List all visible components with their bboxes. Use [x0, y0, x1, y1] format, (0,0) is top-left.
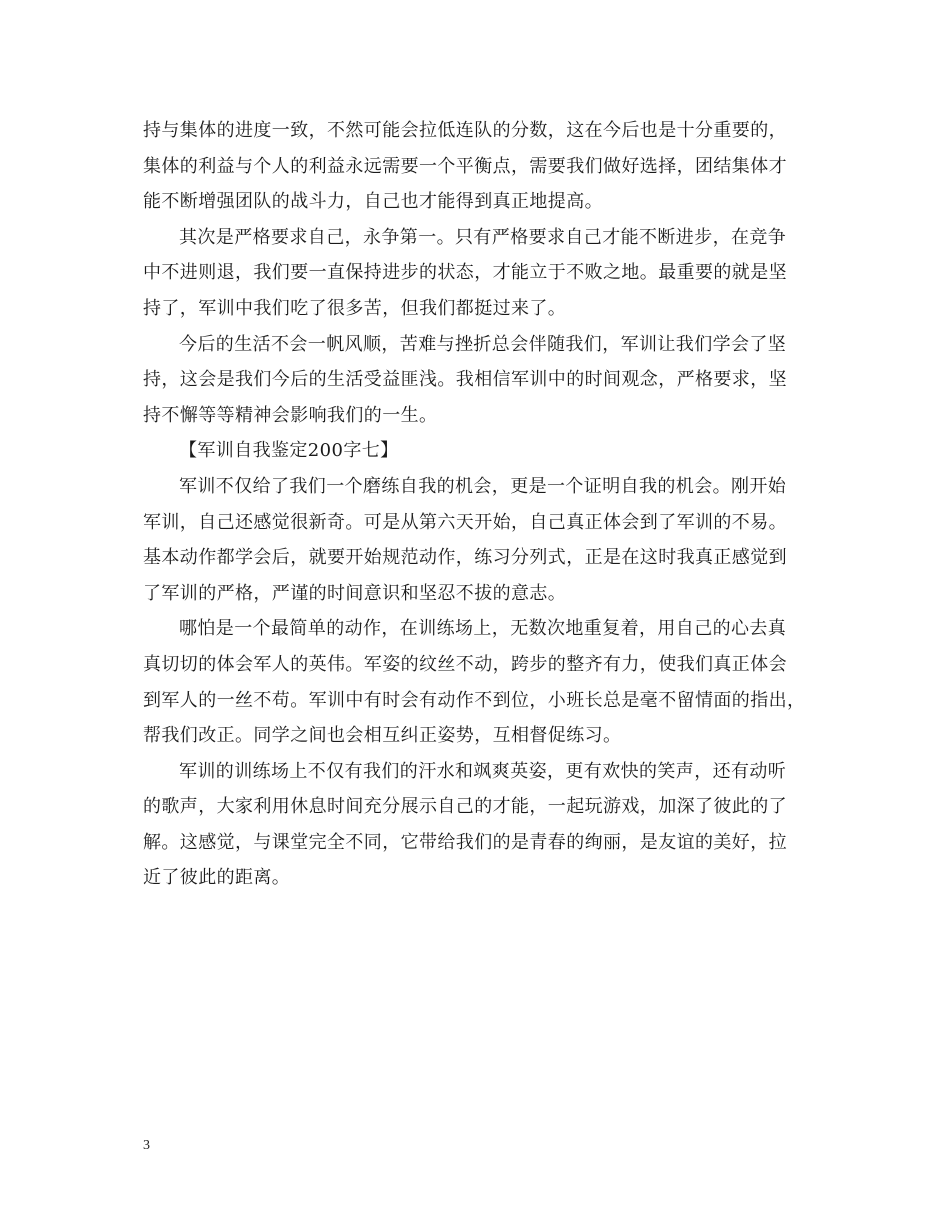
text-line: 持与集体的进度一致，不然可能会拉低连队的分数，这在今后也是十分重要的， [143, 120, 787, 141]
text-line: 军训的训练场上不仅有我们的汗水和飒爽英姿，更有欢快的笑声，还有动听 [179, 760, 787, 782]
text-line: 能不断增强团队的战斗力，自己也才能得到真正地提高。 [143, 191, 603, 213]
text-line: 持，这会是我们今后的生活受益匪浅。我相信军训中的时间观念，严格要求，坚 [143, 369, 787, 391]
text-line: 集体的利益与个人的利益永远需要一个平衡点，需要我们做好选择，团结集体才 [143, 155, 787, 177]
text-line: 今后的生活不会一帆风顺，苦难与挫折总会伴随我们，军训让我们学会了坚 [179, 333, 787, 355]
document-body [143, 113, 823, 896]
text-line: 【军训自我鉴定200字七】 [179, 440, 399, 462]
text-line: 持不懈等等精神会影响我们的一生。 [143, 404, 438, 426]
text-line: 真切切的体会军人的英伟。军姿的纹丝不动，跨步的整齐有力，使我们真正体会 [143, 653, 787, 675]
text-line: 其次是严格要求自己，永争第一。只有严格要求自己才能不断进步，在竞争 [179, 226, 787, 248]
text-line: 解。这感觉，与课堂完全不同，它带给我们的是青春的绚丽，是友谊的美好，拉 [143, 831, 787, 853]
text-line: 的歌声，大家利用休息时间充分展示自己的才能，一起玩游戏，加深了彼此的了 [143, 796, 787, 818]
text-line: 帮我们改正。同学之间也会相互纠正姿势，互相督促练习。 [143, 725, 622, 747]
text-line: 军训不仅给了我们一个磨练自我的机会，更是一个证明自我的机会。刚开始 [179, 475, 787, 497]
text-line: 近了彼此的距离。 [143, 867, 291, 889]
text-line: 到军人的一丝不苟。军训中有时会有动作不到位，小班长总是毫不留情面的指出， [143, 689, 806, 711]
text-line: 了军训的严格，严谨的时间意识和坚忍不拔的意志。 [143, 582, 567, 604]
text-line: 基本动作都学会后，就要开始规范动作，练习分列式，正是在这时我真正感觉到 [143, 547, 787, 569]
text-line: 中不进则退，我们要一直保持进步的状态，才能立于不败之地。最重要的就是坚 [143, 262, 787, 284]
text-line: 哪怕是一个最简单的动作，在训练场上，无数次地重复着，用自己的心去真 [179, 618, 787, 640]
text-line: 持了，军训中我们吃了很多苦，但我们都挺过来了。 [143, 297, 567, 319]
page-number: 3 [143, 1138, 150, 1153]
text-line: 军训，自己还感觉很新奇。可是从第六天开始，自己真正体会到了军训的不易。 [143, 511, 787, 533]
